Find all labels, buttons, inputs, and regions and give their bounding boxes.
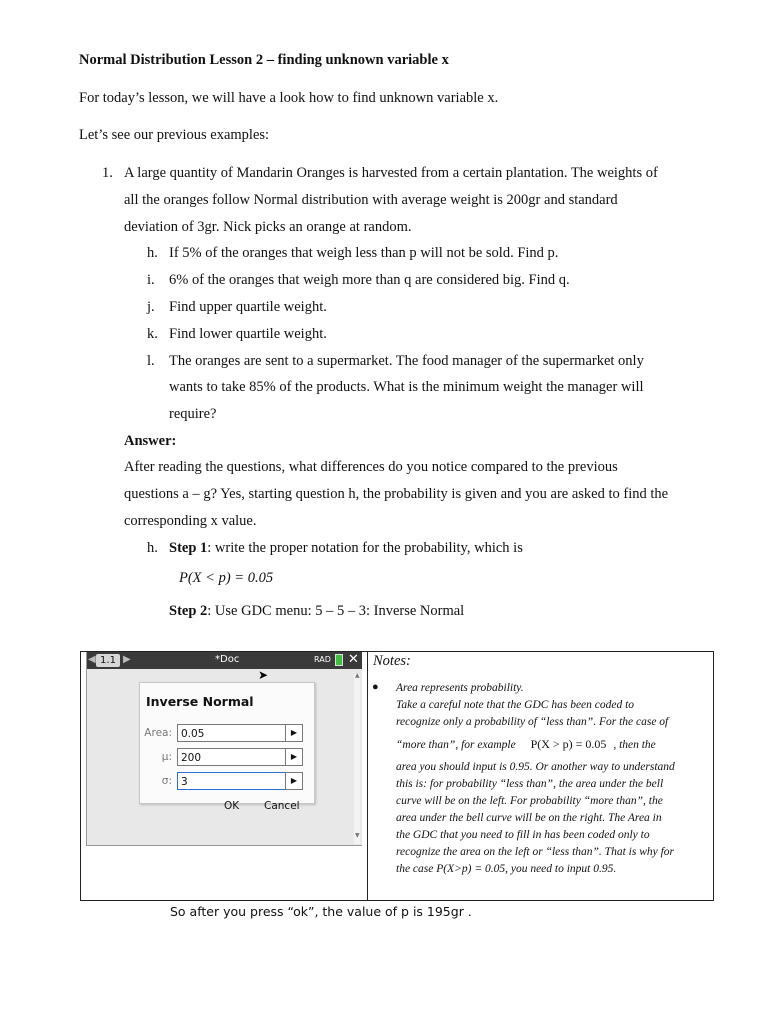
- left-arrow-icon: ◀: [88, 654, 96, 665]
- step-2-text: : Use GDC menu: 5 – 5 – 3: Inverse Normal: [207, 603, 465, 619]
- answer-text: questions a – g? Yes, starting question h, the probability is given and you are asked to find the: [124, 486, 669, 502]
- step-1-label: Step 1: [169, 540, 208, 556]
- scrollbar: [354, 674, 360, 844]
- answer-heading: Answer:: [124, 433, 177, 449]
- note-line: the case P(X>p) = 0.05, you need to input 0.95.: [396, 863, 617, 875]
- inverse-normal-dialog: [139, 682, 315, 804]
- part-label: i.: [147, 272, 155, 288]
- probability-notation: P(X < p) = 0.05: [179, 570, 274, 586]
- part-text: wants to take 85% of the products. What is the minimum weight the manager will: [169, 379, 644, 395]
- note-line-part: , then the: [613, 739, 656, 751]
- question-text: all the oranges follow Normal distribution with average weight is 200gr and standard: [124, 192, 618, 208]
- right-arrow-icon: ▶: [123, 654, 131, 665]
- answer-text: corresponding x value.: [124, 513, 257, 529]
- sd-label: σ:: [161, 775, 172, 787]
- table-divider: [367, 652, 368, 900]
- intro-text: Let’s see our previous examples:: [79, 127, 270, 143]
- scroll-up-icon: ▲: [355, 672, 360, 679]
- note-line-part: “more than”, for example: [396, 739, 516, 751]
- step-2-label: Step 2: [169, 603, 208, 619]
- note-line: recognize the area on the left or “less than”. That is why for: [396, 846, 675, 858]
- question-text: A large quantity of Mandarin Oranges is harvested from a certain plantation. The weights of: [124, 165, 658, 181]
- part-label: j.: [147, 299, 155, 315]
- note-line: area under the bell curve will be on the right. The Area in: [396, 812, 662, 824]
- part-text: Find lower quartile weight.: [169, 326, 327, 342]
- part-label: l.: [147, 353, 155, 369]
- result-text: So after you press “ok”, the value of p is 195gr .: [170, 904, 472, 919]
- step-part-label: h.: [147, 540, 158, 556]
- close-icon: ✕: [348, 652, 359, 667]
- sd-input[interactable]: 3: [177, 772, 295, 790]
- mean-dropdown-icon[interactable]: ▶: [285, 748, 303, 766]
- step-2: [169, 603, 464, 620]
- sd-dropdown-icon[interactable]: ▶: [285, 772, 303, 790]
- part-label: k.: [147, 326, 158, 342]
- note-line: area you should input is 0.95. Or another way to understand: [396, 761, 675, 773]
- notes-title: Notes:: [373, 653, 411, 669]
- note-line: the GDC that you need to fill in has been coded only to: [396, 829, 650, 841]
- part-text: The oranges are sent to a supermarket. The food manager of the supermarket only: [169, 353, 644, 369]
- answer-text: After reading the questions, what differences do you notice compared to the previous: [124, 459, 618, 475]
- battery-icon: [335, 654, 343, 666]
- ok-button[interactable]: OK: [224, 800, 240, 812]
- document-name: *Doc: [215, 654, 240, 665]
- area-label: Area:: [144, 727, 172, 739]
- note-formula: P(X > p) = 0.05: [530, 737, 607, 751]
- question-number: 1.: [102, 165, 113, 181]
- calculator-screenshot: [86, 652, 362, 846]
- bullet-icon: ●: [372, 681, 379, 693]
- scroll-down-icon: ▼: [355, 832, 360, 839]
- part-label: h.: [147, 245, 158, 261]
- note-line: curve will be on the left. For probability “more than”, the: [396, 795, 663, 807]
- part-text: 6% of the oranges that weigh more than q are considered big. Find q.: [169, 272, 570, 288]
- note-line: Take a careful note that the GDC has been coded to: [396, 699, 635, 711]
- part-text: Find upper quartile weight.: [169, 299, 327, 315]
- area-dropdown-icon[interactable]: ▶: [285, 724, 303, 742]
- cancel-button[interactable]: Cancel: [264, 800, 300, 812]
- dialog-title: Inverse Normal: [146, 694, 254, 709]
- page-title: Normal Distribution Lesson 2 – finding unknown variable x: [79, 52, 449, 68]
- intro-text: For today’s lesson, we will have a look how to find unknown variable x.: [79, 90, 499, 106]
- mouse-pointer-icon: ➤: [258, 668, 269, 682]
- angle-mode: RAD: [314, 655, 331, 664]
- area-input[interactable]: 0.05: [177, 724, 295, 742]
- question-text: deviation of 3gr. Nick picks an orange at random.: [124, 219, 412, 235]
- note-line: Area represents probability.: [396, 682, 524, 694]
- note-line: this is: for probability “less than”, the area under the bell: [396, 778, 664, 790]
- mean-input[interactable]: 200: [177, 748, 295, 766]
- note-line: [396, 737, 656, 752]
- mean-label: μ:: [161, 751, 172, 763]
- part-text: If 5% of the oranges that weigh less than p will not be sold. Find p.: [169, 245, 559, 261]
- step-1-text: : write the proper notation for the probability, which is: [207, 540, 523, 556]
- calculator-tab: 1.1: [96, 654, 120, 667]
- part-text: require?: [169, 406, 217, 422]
- step-1: [169, 540, 523, 557]
- note-line: recognize only a probability of “less than”. For the case of: [396, 716, 669, 728]
